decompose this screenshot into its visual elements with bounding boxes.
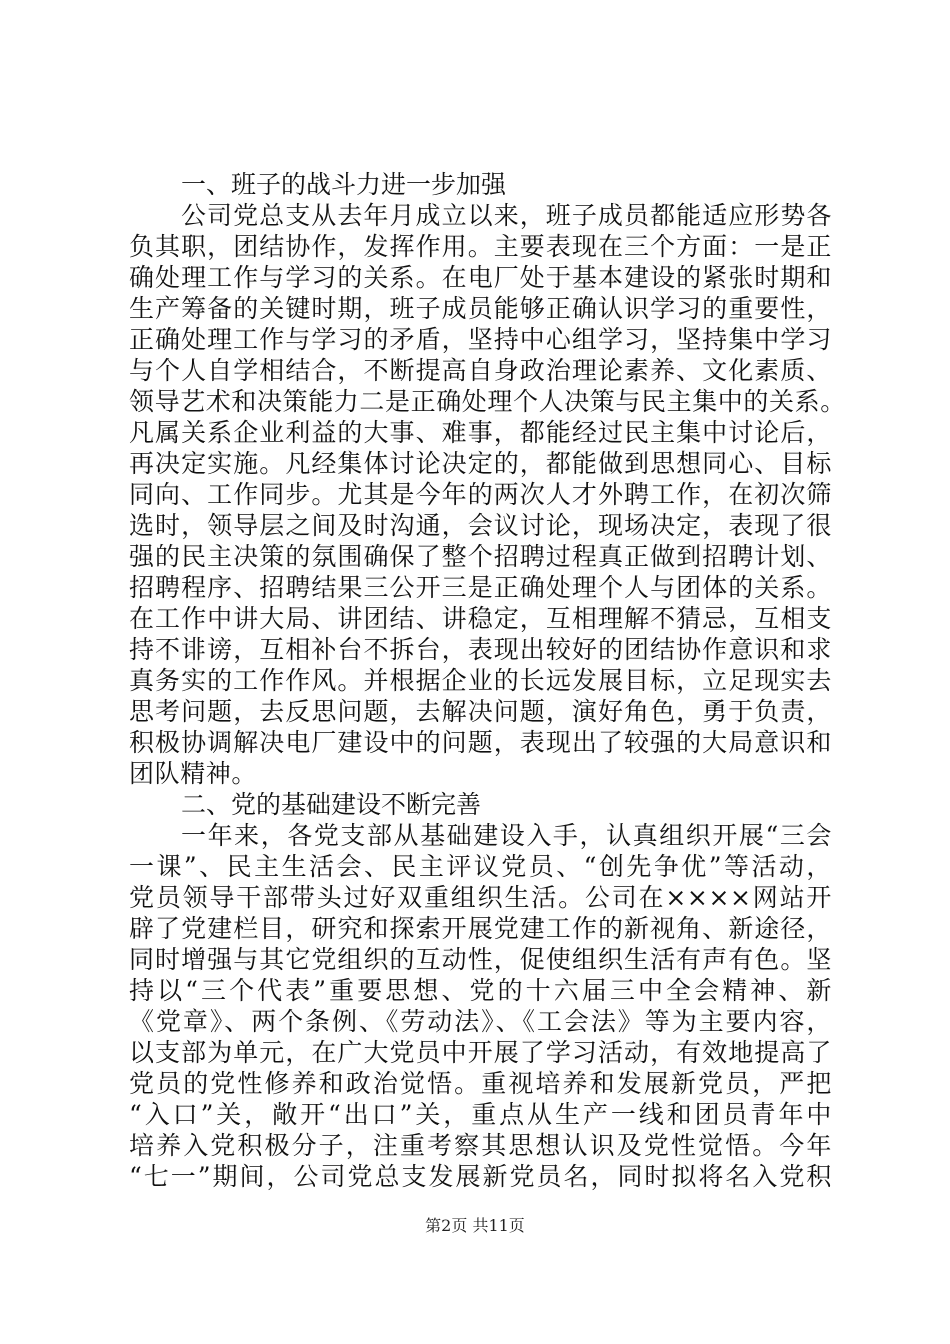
paragraph-line: 同时增强与其它党组织的互动性，促使组织生活有声有色。坚 <box>129 945 832 974</box>
page-number-footer: 第2页 共11页 <box>425 1216 525 1235</box>
paragraph-line: 领导艺术和决策能力二是正确处理个人决策与民主集中的关系。 <box>129 387 846 416</box>
document-body <box>129 169 846 1192</box>
paragraph-line: 以支部为单元，在广大党员中开展了学习活动，有效地提高了 <box>129 1038 832 1067</box>
paragraph-line: 辟了党建栏目，研究和探索开展党建工作的新视角、新途径， <box>129 914 832 943</box>
paragraph-line: “七一”期间，公司党总支发展新党员名，同时拟将名入党积 <box>129 1162 832 1191</box>
paragraph-line: 确处理工作与学习的关系。在电厂处于基本建设的紧张时期和 <box>129 263 832 292</box>
paragraph-line: 持不诽谤，互相补台不拆台，表现出较好的团结协作意识和求 <box>129 635 832 664</box>
paragraph-line: 思考问题，去反思问题，去解决问题，演好角色，勇于负责， <box>129 697 832 726</box>
paragraph-line: 《党章》、两个条例、《劳动法》、《工会法》等为主要内容， <box>129 1007 832 1036</box>
paragraph-line: 持以“三个代表”重要思想、党的十六届三中全会精神、新 <box>129 976 832 1005</box>
paragraph-line: 在工作中讲大局、讲团结、讲稳定，互相理解不猜忌，互相支 <box>129 604 832 633</box>
paragraph-line: 同向、工作同步。尤其是今年的两次人才外聘工作，在初次筛 <box>129 480 832 509</box>
paragraph-line: 与个人自学相结合，不断提高自身政治理论素养、文化素质、 <box>129 356 832 385</box>
paragraph-line: 强的民主决策的氛围确保了整个招聘过程真正做到招聘计划、 <box>129 542 832 571</box>
section-heading-1: 一、班子的战斗力进一步加强 <box>181 170 507 199</box>
paragraph-line: 党员的党性修养和政治觉悟。重视培养和发展新党员，严把 <box>129 1069 832 1098</box>
paragraph-line: 积极协调解决电厂建设中的问题，表现出了较强的大局意识和 <box>129 728 832 757</box>
section-heading-2: 二、党的基础建设不断完善 <box>181 790 482 819</box>
paragraph-line: 选时，领导层之间及时沟通，会议讨论，现场决定，表现了很 <box>129 511 832 540</box>
paragraph-line: 党员领导干部带头过好双重组织生活。公司在××××网站开 <box>129 883 832 912</box>
paragraph-line: 招聘程序、招聘结果三公开三是正确处理个人与团体的关系。 <box>129 573 832 602</box>
section-1-paragraph <box>129 200 846 789</box>
paragraph-line: 公司党总支从去年月成立以来，班子成员都能适应形势各 <box>181 201 832 230</box>
paragraph-line: 真务实的工作作风。并根据企业的长远发展目标，立足现实去 <box>129 666 832 695</box>
paragraph-line: 一课”、民主生活会、民主评议党员、“创先争优”等活动， <box>129 852 832 881</box>
section-2-paragraph <box>129 820 832 1192</box>
paragraph-line: 培养入党积极分子，注重考察其思想认识及党性觉悟。今年 <box>129 1131 832 1160</box>
paragraph-line: “入口”关，敞开“出口”关，重点从生产一线和团员青年中 <box>129 1100 832 1129</box>
paragraph-line: 再决定实施。凡经集体讨论决定的，都能做到思想同心、目标 <box>129 449 832 478</box>
paragraph-line: 凡属关系企业利益的大事、难事，都能经过民主集中讨论后， <box>129 418 832 447</box>
paragraph-line: 一年来，各党支部从基础建设入手，认真组织开展“三会 <box>181 821 832 850</box>
paragraph-line: 正确处理工作与学习的矛盾，坚持中心组学习，坚持集中学习 <box>129 325 832 354</box>
paragraph-line: 生产筹备的关键时期，班子成员能够正确认识学习的重要性， <box>129 294 832 323</box>
paragraph-line: 团队精神。 <box>129 759 258 788</box>
paragraph-line: 负其职，团结协作，发挥作用。主要表现在三个方面：一是正 <box>129 232 832 261</box>
